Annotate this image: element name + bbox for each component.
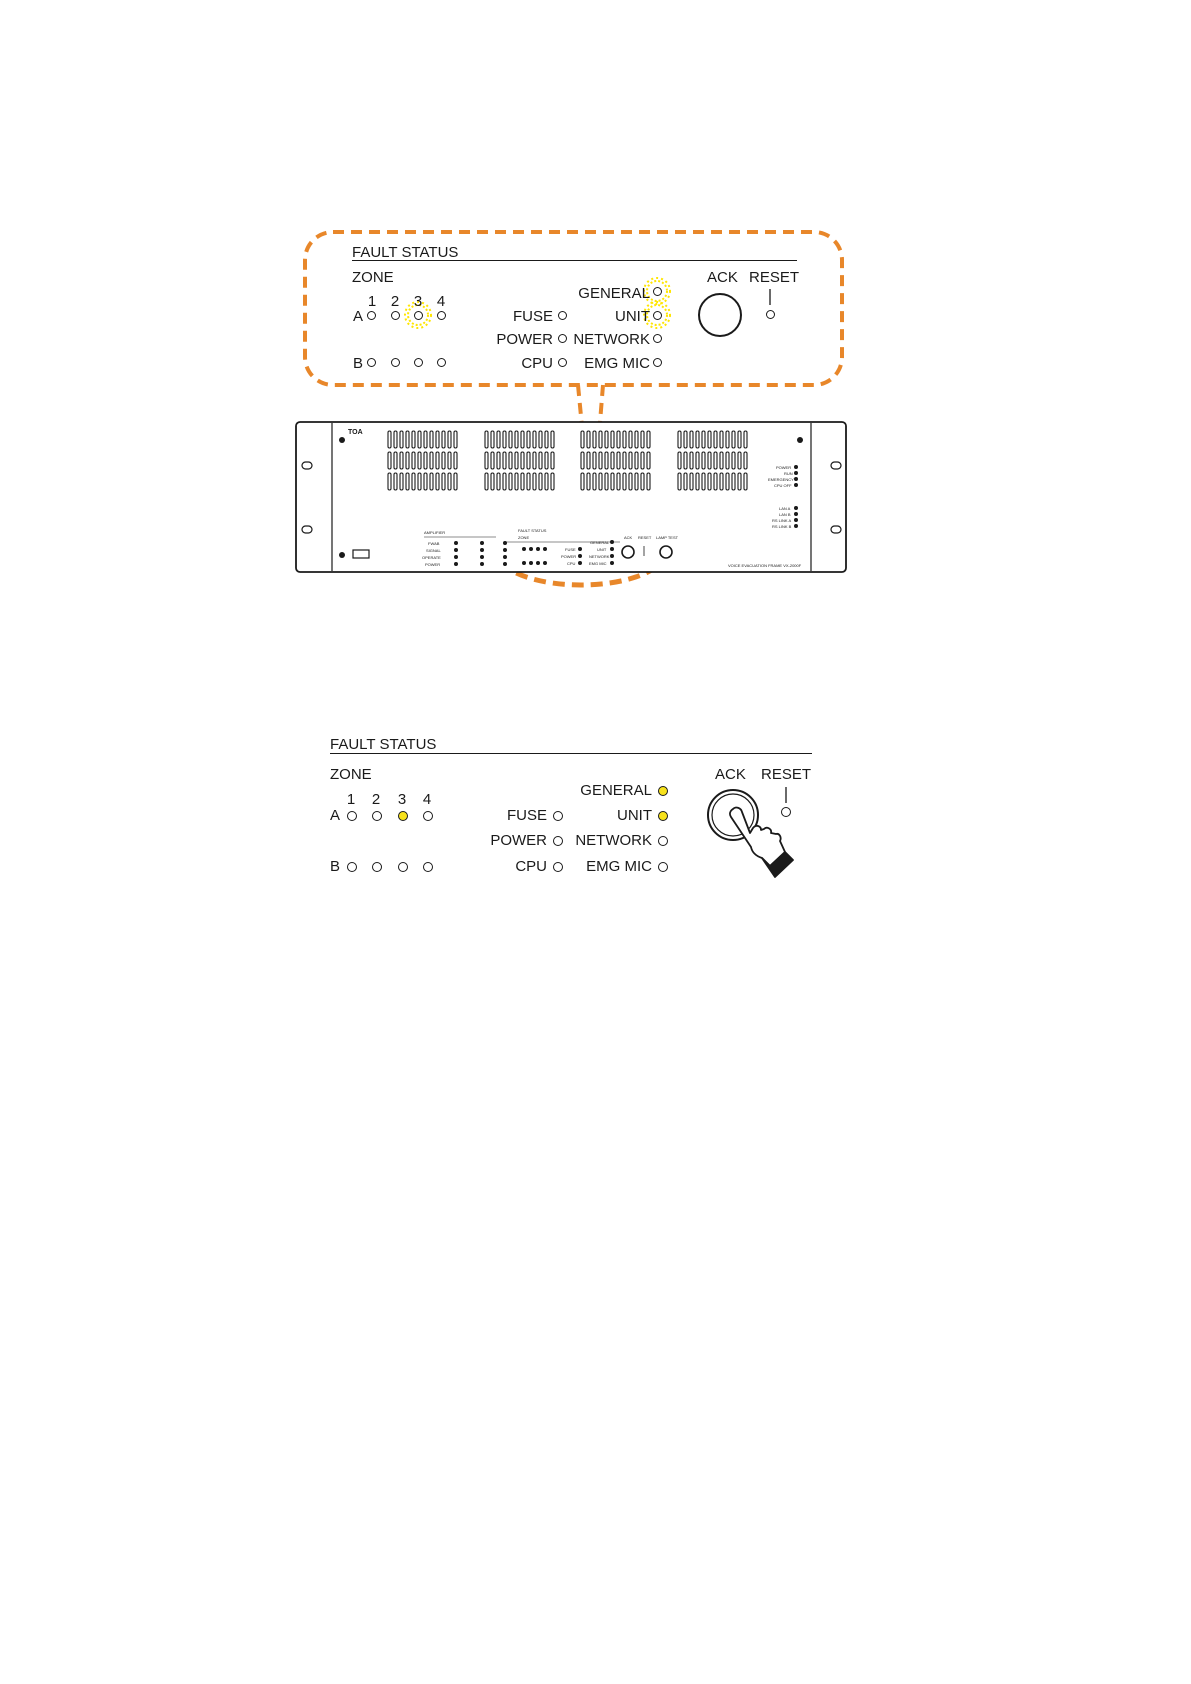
device-indicator-dot — [503, 541, 507, 545]
device-amp-row-2: SIGNAL — [426, 548, 441, 553]
panel-row-b-label: B — [330, 858, 341, 875]
panel-row-a-label: A — [330, 807, 341, 824]
panel-led-network — [658, 836, 668, 846]
device-indicator-dot — [794, 465, 798, 469]
device-amplifier-title: AMPLIFIER — [424, 530, 446, 535]
callout-led-a1 — [367, 311, 376, 320]
callout-led-network — [653, 334, 662, 343]
device-brand: TOA — [348, 429, 363, 436]
device-link-2: LAN B — [779, 512, 791, 517]
callout-fault-status-title: FAULT STATUS — [352, 244, 459, 261]
panel-ack-button[interactable] — [708, 790, 758, 840]
device-status-4: CPU OFF — [774, 483, 792, 488]
callout-reset-label: RESET — [749, 269, 800, 286]
panel-fuse-label: FUSE — [506, 807, 547, 824]
device-indicator-dot — [480, 555, 484, 559]
device-indicator-dot — [522, 561, 526, 565]
device-indicator-dot — [536, 547, 540, 551]
panel-led-b2 — [372, 862, 382, 872]
callout-led-a2 — [391, 311, 400, 320]
device-indicator-dot — [480, 548, 484, 552]
device-mini-fault-title: FAULT STATUS — [518, 528, 547, 533]
device-indicator-dot — [480, 562, 484, 566]
panel-led-b1 — [347, 862, 357, 872]
device-indicator-dot — [543, 561, 547, 565]
device-indicator-dot — [480, 541, 484, 545]
device-indicator-dot — [794, 512, 798, 516]
device-indicator-dot — [529, 561, 533, 565]
device-indicator-dot — [578, 561, 582, 565]
panel-led-a1 — [347, 811, 357, 821]
device-indicator-dot — [529, 547, 533, 551]
panel-zone-2: 2 — [371, 791, 381, 808]
callout-led-b1 — [367, 358, 376, 367]
device-status-2: RUN — [784, 471, 793, 476]
device-mini-fuse: FUSE — [565, 547, 576, 552]
panel-power-label: POWER — [490, 832, 547, 849]
callout-zone-1: 1 — [367, 293, 377, 310]
device-indicator-dot — [503, 548, 507, 552]
callout-led-reset — [766, 310, 775, 319]
callout-led-emg-mic — [653, 358, 662, 367]
device-indicator-dot — [536, 561, 540, 565]
panel-led-emg-mic — [658, 862, 668, 872]
device-link-3: RS LINK A — [772, 518, 792, 523]
device-indicator-dot — [794, 524, 798, 528]
callout-ack-button[interactable] — [699, 294, 741, 336]
panel-unit-label: UNIT — [617, 807, 652, 824]
callout-led-b3 — [414, 358, 423, 367]
device-indicator-dot — [794, 483, 798, 487]
callout-led-general — [653, 287, 662, 296]
device-indicator-dot — [543, 547, 547, 551]
panel-led-a3 — [398, 811, 408, 821]
panel-led-a4 — [423, 811, 433, 821]
device-indicator-dot — [794, 518, 798, 522]
device-mini-network: NETWORK — [589, 554, 610, 559]
callout-unit-label: UNIT — [615, 308, 650, 325]
panel-led-reset — [781, 807, 791, 817]
device-mini-cpu: CPU — [567, 561, 576, 566]
panel-led-b3 — [398, 862, 408, 872]
device-indicator-dot — [454, 562, 458, 566]
device-indicator-dot — [794, 506, 798, 510]
panel-led-general — [658, 786, 668, 796]
callout-power-label: POWER — [496, 331, 553, 348]
callout-row-a-label: A — [353, 308, 364, 325]
device-indicator-dot — [503, 555, 507, 559]
panel-cpu-label: CPU — [515, 858, 547, 875]
panel-reset-label: RESET — [761, 766, 812, 783]
device-indicator-dot — [503, 562, 507, 566]
callout-row-b-label: B — [353, 355, 364, 372]
panel-led-unit — [658, 811, 668, 821]
callout-emg-mic-label: EMG MIC — [584, 355, 650, 372]
device-mini-power: POWER — [561, 554, 577, 559]
panel-zone-4: 4 — [422, 791, 432, 808]
callout-led-b2 — [391, 358, 400, 367]
panel-zone-3: 3 — [397, 791, 407, 808]
callout-zone-2: 2 — [390, 293, 400, 310]
device-indicator-dot — [610, 554, 614, 558]
device-model-text: VOICE EVACUATION FRAME VX-2000F — [728, 563, 802, 568]
callout-zone-4: 4 — [436, 293, 446, 310]
device-mini-unit: UNIT — [597, 547, 607, 552]
panel-emg-mic-label: EMG MIC — [586, 858, 652, 875]
callout-network-label: NETWORK — [573, 331, 650, 348]
device-mini-ack: ACK — [624, 535, 633, 540]
panel-ack-label: ACK — [715, 766, 746, 783]
callout-zone-label: ZONE — [352, 269, 394, 286]
device-indicator-dot — [578, 554, 582, 558]
device-indicator-dot — [610, 561, 614, 565]
device-mini-general: GENERAL — [590, 540, 610, 545]
device-indicator-dot — [794, 477, 798, 481]
callout-zone-3: 3 — [413, 293, 423, 310]
device-indicator-dot — [794, 471, 798, 475]
callout-fuse-label: FUSE — [512, 308, 553, 325]
device-amp-row-4: POWER — [425, 562, 441, 567]
device-link-1: LAN A — [779, 506, 791, 511]
device-mini-reset: RESET — [638, 535, 652, 540]
device-amp-row-1: FWAB — [428, 541, 440, 546]
device-indicator-dot — [578, 547, 582, 551]
device-indicator-dot — [454, 541, 458, 545]
device-amp-row-3: OPERATE — [422, 555, 441, 560]
device-mini-emg-mic: EMG MIC — [589, 561, 607, 566]
callout-general-label: GENERAL — [578, 285, 650, 302]
device-mini-zone: ZONE — [518, 535, 530, 540]
callout-led-unit — [653, 311, 662, 320]
callout-led-b4 — [437, 358, 446, 367]
callout-ack-label: ACK — [707, 269, 738, 286]
panel-zone-1: 1 — [346, 791, 356, 808]
panel-led-a2 — [372, 811, 382, 821]
device-link-4: RS LINK B — [772, 524, 792, 529]
device-indicator-dot — [610, 547, 614, 551]
callout-cpu-label: CPU — [521, 355, 553, 372]
callout-led-a3 — [414, 311, 423, 320]
panel-led-b4 — [423, 862, 433, 872]
panel-title-rule — [330, 753, 812, 754]
panel-general-label: GENERAL — [580, 782, 652, 799]
device-mini-lamp-test: LAMP TEST — [656, 535, 679, 540]
panel-network-label: NETWORK — [575, 832, 652, 849]
device-status-3: EMERGENCY — [768, 477, 794, 482]
device-indicator-dot — [454, 555, 458, 559]
device-indicator-dot — [454, 548, 458, 552]
device-status-1: POWER — [776, 465, 792, 470]
panel-zone-label: ZONE — [330, 766, 372, 783]
panel-fault-status-title: FAULT STATUS — [330, 736, 437, 753]
device-indicator-dot — [522, 547, 526, 551]
callout-led-a4 — [437, 311, 446, 320]
device-indicator-dot — [610, 540, 614, 544]
callout-title-rule — [352, 260, 797, 261]
